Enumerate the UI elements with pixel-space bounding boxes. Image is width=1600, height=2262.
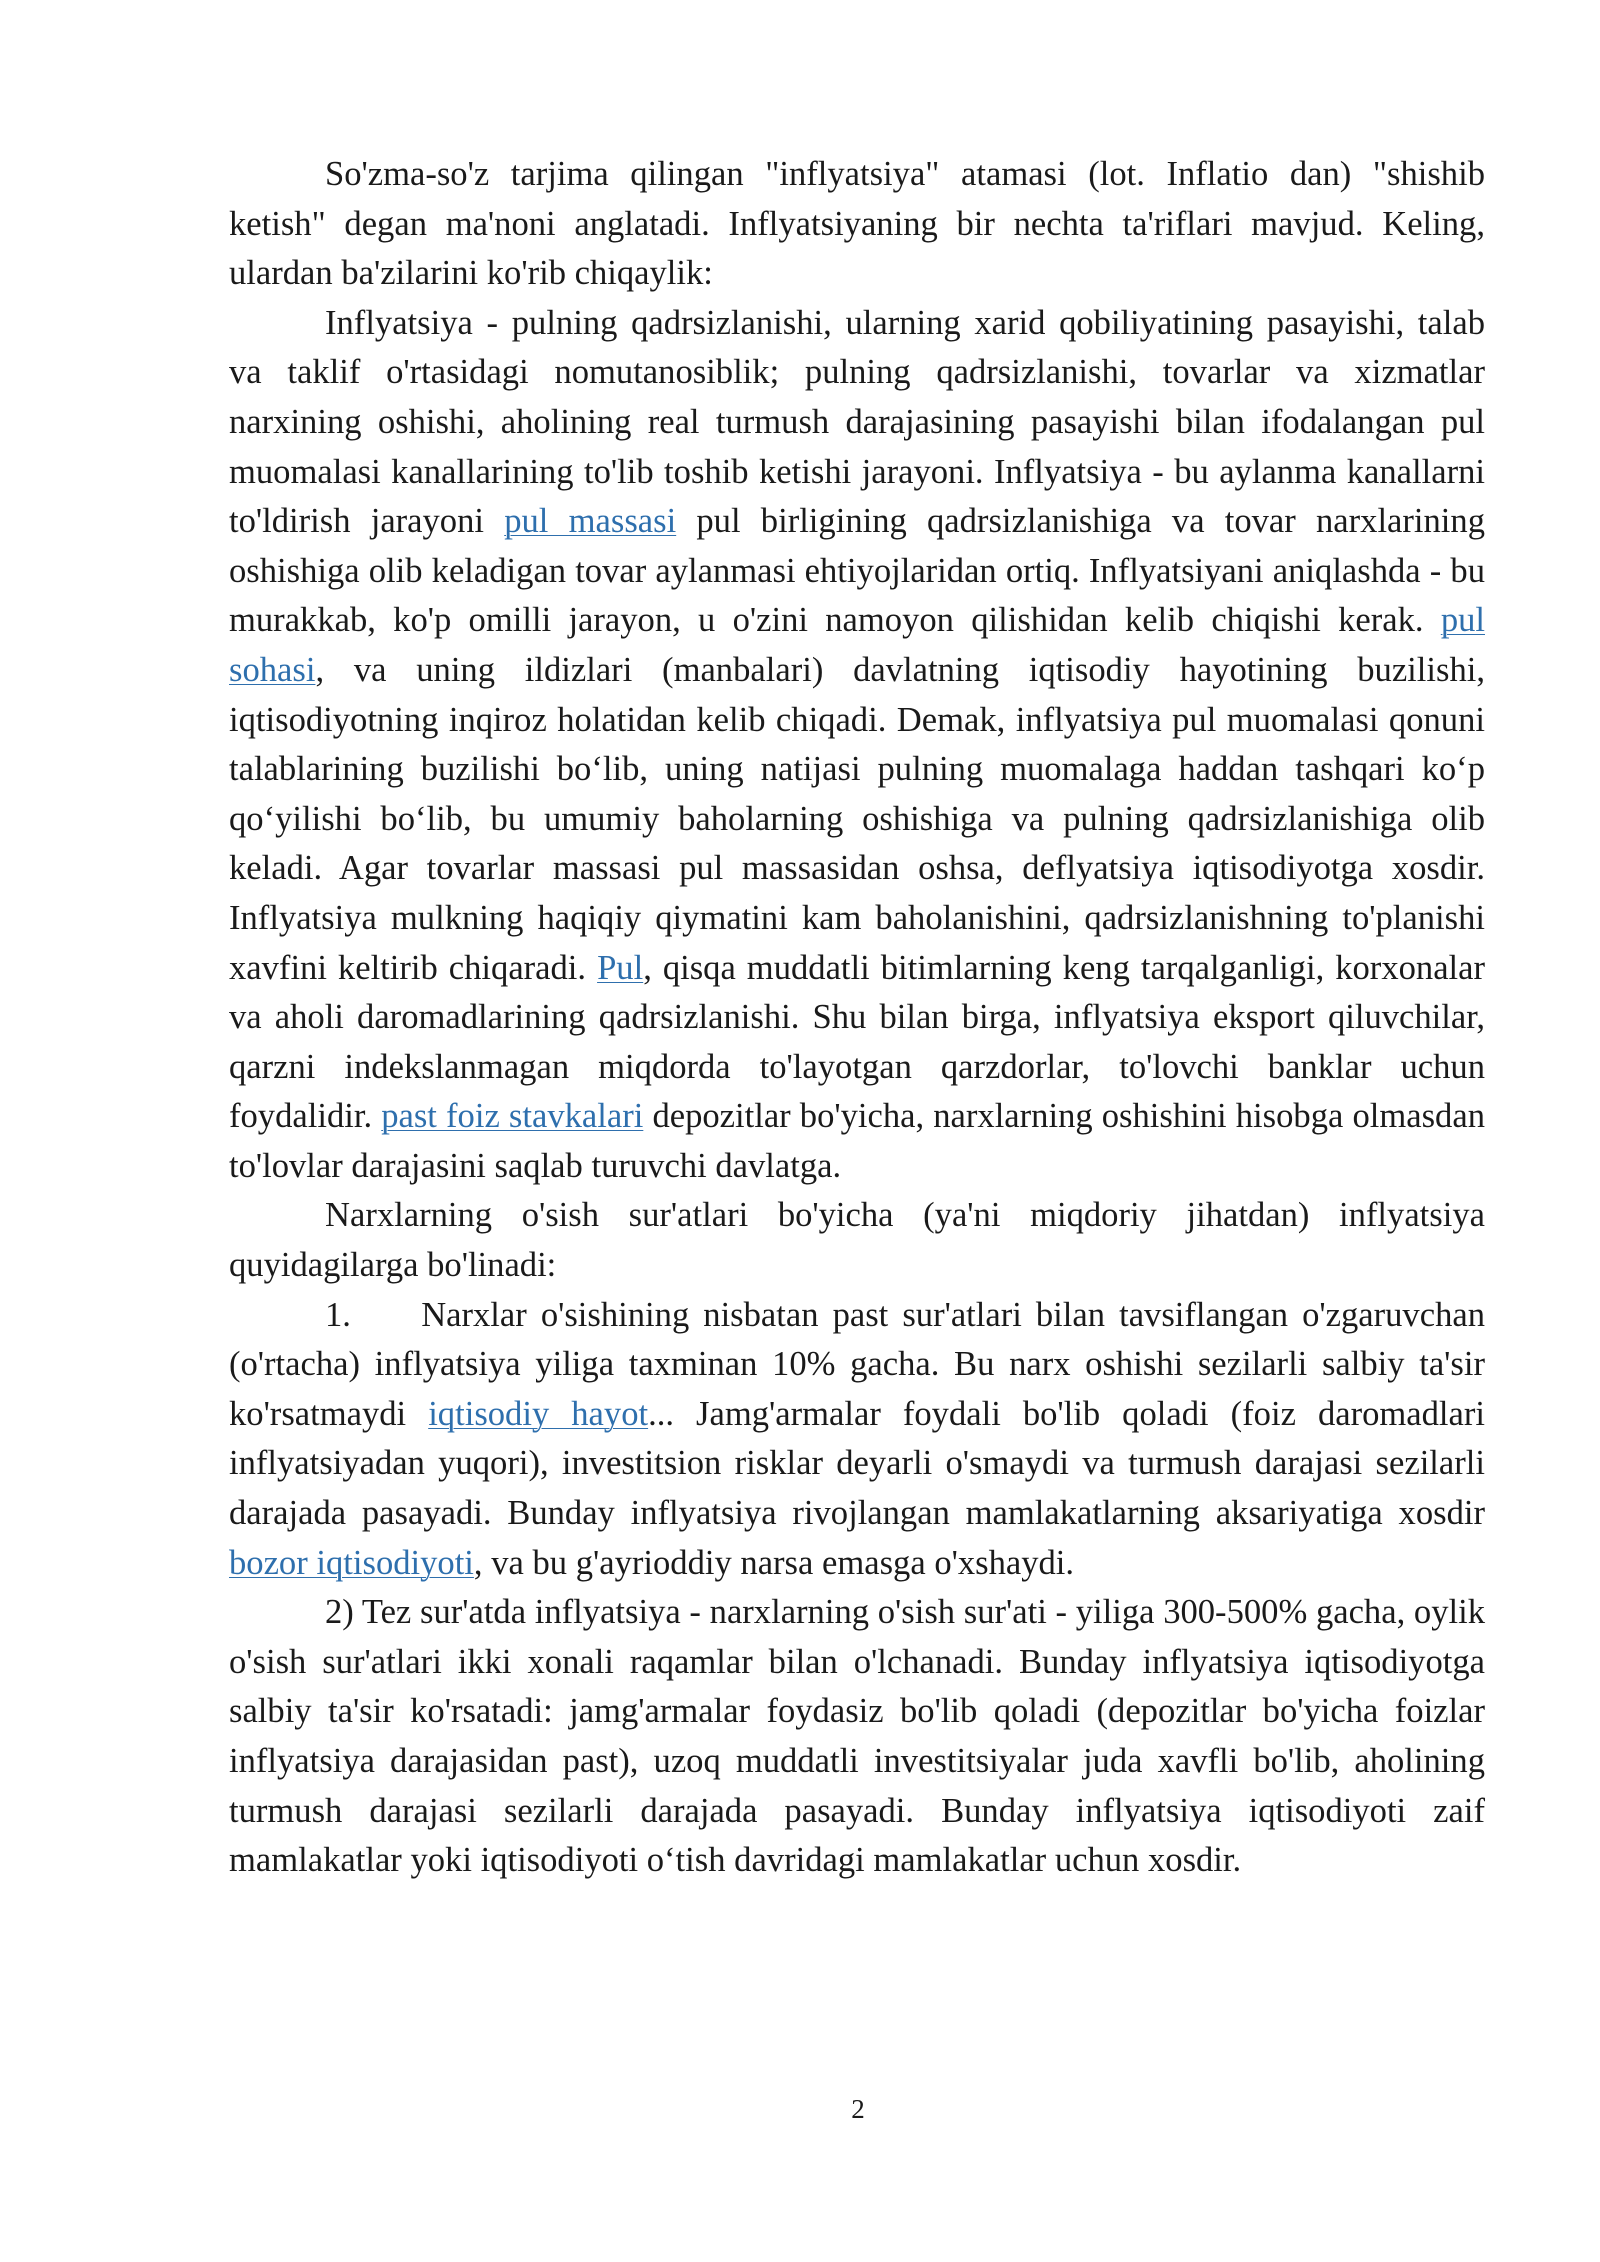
- link-past-foiz-stavkalari[interactable]: past foiz stavkalari: [381, 1097, 644, 1136]
- paragraph-galloping-inflation: [229, 1588, 1485, 1886]
- link-pul-massasi[interactable]: pul massasi: [504, 502, 677, 541]
- document-body: [229, 150, 1494, 1886]
- page-number: 2: [851, 2094, 865, 2124]
- text-run: Inflyatsiya - pulning qadrsizlanishi, ularning xarid qobiliyatining pasayishi, talab va taklif o'rtasidagi nomutanosiblik; pulning qadrsizlanishi, tovarlar va xizmatlar narxining oshishi, aholining real turmush darajasining pasayishi bilan ifodalangan pul muomalasi kanallarining to'lib toshib ketishi jarayoni. Inflyatsiya - bu aylanma kanallarni to'ldirish jarayoni: [229, 303, 1485, 541]
- text-run: So'zma-so'z tarjima qilingan "inflyatsiya" atamasi (lot. Inflatio dan) "shishib ketish" degan ma'noni anglatadi. Inflyatsiyaning bir nechta ta'riflari mavjud. Keling, ulardan ba'zilarini ko'rib chiqaylik:: [229, 155, 1485, 293]
- paragraph-moderate-inflation: [229, 1291, 1494, 1589]
- text-run: , va bu g'ayrioddiy narsa emasga o'xshaydi.: [473, 1543, 1075, 1582]
- link-pul[interactable]: Pul: [597, 948, 644, 987]
- text-run: depozitlar bo'yicha, narxlarning oshishini hisobga olmasdan to'lovlar darajasini saqlab turuvchi davlatga.: [229, 1097, 1485, 1185]
- text-run: , va uning ildizlari (manbalari) davlatning iqtisodiy hayotining buzilishi, iqtisodiyotning inqiroz holatidan kelib chiqadi. Demak, inflyatsiya pul muomalasi qonuni talablarining buzilishi bo‘lib, uning natijasi pulning muomalaga haddan tashqari ko‘p qo‘yilishi bo‘lib, bu umumiy baholarning oshishiga va pulning qadrsizlanishiga olib keladi. Agar tovarlar massasi pul massasidan oshsa, deflyatsiya iqtisodiyotga xosdir. Inflyatsiya mulkning haqiqiy qiymatini kam baholanishini, qadrsizlanishning to'planishi xavfini keltirib chiqaradi.: [229, 650, 1485, 987]
- paragraph-definition: [229, 299, 1485, 1192]
- text-run: ... Jamg'armalar foydali bo'lib qoladi (foiz daromadlari inflyatsiyadan yuqori), investitsion risklar deyarli o'smaydi va turmush darajasi sezilarli darajada pasayadi. Bunday inflyatsiya rivojlangan mamlakatlarning aksariyatiga xosdir: [229, 1394, 1485, 1533]
- link-bozor-iqtisodiyoti[interactable]: bozor iqtisodiyoti: [229, 1543, 474, 1582]
- text-run: , qisqa muddatli bitimlarning keng tarqalganligi, korxonalar va aholi daromadlarining qadrsizlanishi. Shu bilan birga, inflyatsiya eksport qiluvchilar, qarzni indekslanmagan miqdorda to'layotgan qarzdorlar, to'lovchi banklar uchun foydalidir.: [229, 948, 1486, 1136]
- paragraph-etymology: [229, 150, 1485, 299]
- link-iqtisodiy-hayot[interactable]: iqtisodiy hayot: [428, 1394, 649, 1433]
- text-run: pul birligining qadrsizlanishiga va tovar narxlarining oshishiga olib keladigan tovar aylanmasi ehtiyojlaridan ortiq. Inflyatsiyani aniqlashda - bu murakkab, ko'p omilli jarayon, u o'zini namoyon qilishidan kelib chiqishi kerak.: [229, 502, 1485, 640]
- text-run: Narxlarning o'sish sur'atlari bo'yicha (ya'ni miqdoriy jihatdan) inflyatsiya quyidagilarga bo'linadi:: [229, 1196, 1485, 1285]
- text-run: 2) Tez sur'atda inflyatsiya - narxlarning o'sish sur'ati - yiliga 300-500% gacha, oylik o'sish sur'atlari ikki xonali raqamlar bilan o'lchanadi. Bunday inflyatsiya iqtisodiyotga salbiy ta'sir ko'rsatadi: jamg'armalar foydasiz bo'lib qoladi (depozitlar bo'yicha foizlar inflyatsiya darajasidan past), uzoq muddatli investitsiyalar juda xavfli bo'lib, aholining turmush darajasi sezilarli darajada pasayadi. Bunday inflyatsiya iqtisodiyoti zaif mamlakatlar yoki iqtisodiyoti o‘tish davridagi mamlakatlar uchun xosdir.: [229, 1593, 1485, 1880]
- paragraph-classification-intro: [229, 1191, 1485, 1290]
- text-run: 1. Narxlar o'sishining nisbatan past sur'atlari bilan tavsiflangan o'zgaruvchan (o'rtacha) inflyatsiya yiliga taxminan 10% gacha. Bu narx oshishi sezilarli salbiy ta'sir ko'rsatmaydi: [229, 1295, 1494, 1433]
- link-pul-sohasi[interactable]: pul sohasi: [229, 601, 1485, 689]
